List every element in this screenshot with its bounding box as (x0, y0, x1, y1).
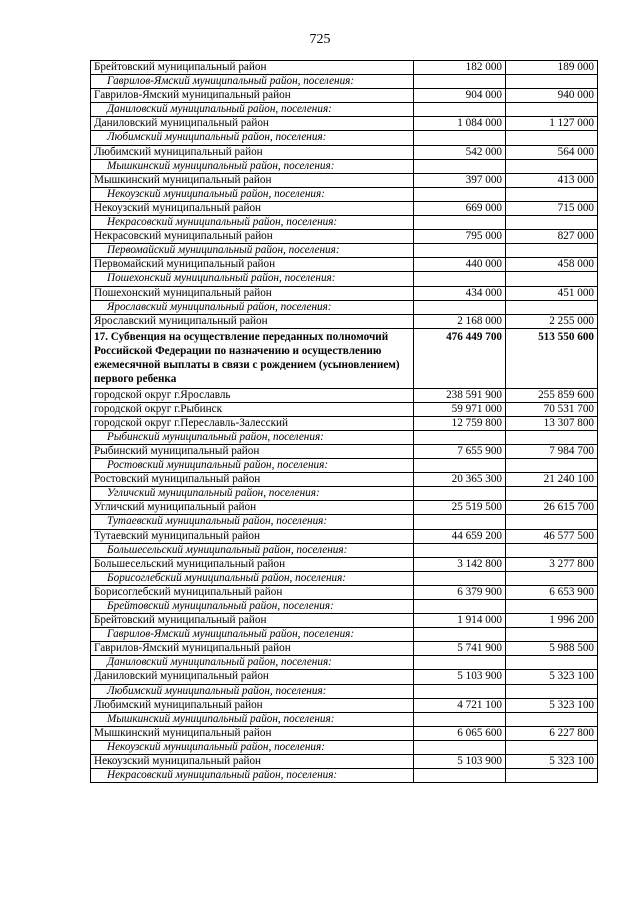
row-value-1-cell (414, 244, 506, 258)
table-subheader-row (91, 769, 598, 783)
row-name-cell: Первомайский муниципальный район, поселения: (91, 244, 414, 258)
row-value-2-cell (506, 103, 598, 117)
row-value-1-cell (414, 515, 506, 529)
row-value-2-cell: 5 323 100 (506, 698, 598, 712)
row-value-1-cell (414, 628, 506, 642)
row-value-1-cell: 25 519 500 (414, 501, 506, 515)
row-value-1-cell: 6 379 900 (414, 585, 506, 599)
row-name-cell: Ярославский муниципальный район, поселения: (91, 300, 414, 314)
table-subheader-row (91, 459, 598, 473)
row-value-1-cell: 5 103 900 (414, 670, 506, 684)
row-name-cell: Даниловский муниципальный район, поселения: (91, 656, 414, 670)
row-name-cell: Некрасовский муниципальный район, поселения: (91, 216, 414, 230)
table-row (91, 726, 598, 740)
row-value-1-cell (414, 103, 506, 117)
table-row (91, 501, 598, 515)
row-value-2-cell: 413 000 (506, 173, 598, 187)
table-subheader-row (91, 75, 598, 89)
table-subheader-row (91, 628, 598, 642)
table-row (91, 258, 598, 272)
row-value-1-cell: 434 000 (414, 286, 506, 300)
table-subheader-row (91, 515, 598, 529)
table-row (91, 314, 598, 328)
row-name-cell: Большесельский муниципальный район, поселения: (91, 543, 414, 557)
row-value-2-cell: 451 000 (506, 286, 598, 300)
row-value-2-cell (506, 515, 598, 529)
row-value-2-cell (506, 244, 598, 258)
row-name-cell: Мышкинский муниципальный район, поселения: (91, 159, 414, 173)
row-name-cell: Борисоглебский муниципальный район (91, 585, 414, 599)
row-value-1-cell (414, 430, 506, 444)
row-name-cell: Тутаевский муниципальный район (91, 529, 414, 543)
table-subheader-row (91, 244, 598, 258)
table-row (91, 89, 598, 103)
row-value-2-cell (506, 656, 598, 670)
table-row (91, 755, 598, 769)
table-subheader-row (91, 430, 598, 444)
row-value-1-cell (414, 75, 506, 89)
row-name-cell: Рыбинский муниципальный район (91, 444, 414, 458)
row-value-1-cell (414, 600, 506, 614)
row-value-2-cell (506, 75, 598, 89)
table-row (91, 145, 598, 159)
row-value-2-cell (506, 487, 598, 501)
row-name-cell: городской округ г.Рыбинск (91, 402, 414, 416)
row-value-2-cell: 255 859 600 (506, 388, 598, 402)
table-subheader-row (91, 571, 598, 585)
row-name-cell: Брейтовский муниципальный район, поселения: (91, 600, 414, 614)
table-subheader-row (91, 103, 598, 117)
row-name-cell: Брейтовский муниципальный район (91, 614, 414, 628)
table-row (91, 61, 598, 75)
row-value-1-cell (414, 187, 506, 201)
table-row (91, 201, 598, 215)
row-value-1-cell (414, 543, 506, 557)
row-value-1-cell (414, 684, 506, 698)
row-value-1-cell: 669 000 (414, 201, 506, 215)
row-value-1-cell (414, 459, 506, 473)
row-value-2-cell: 7 984 700 (506, 444, 598, 458)
table-subheader-row (91, 740, 598, 754)
row-value-1-cell: 1 084 000 (414, 117, 506, 131)
row-name-cell: Мышкинский муниципальный район, поселения: (91, 712, 414, 726)
row-name-cell: Брейтовский муниципальный район (91, 61, 414, 75)
row-value-2-cell (506, 187, 598, 201)
row-value-1-cell: 238 591 900 (414, 388, 506, 402)
table-subheader-row (91, 272, 598, 286)
row-name-cell: городской округ г.Ярославль (91, 388, 414, 402)
row-name-cell: Даниловский муниципальный район (91, 117, 414, 131)
row-name-cell: Тутаевский муниципальный район, поселения: (91, 515, 414, 529)
row-value-2-cell: 2 255 000 (506, 314, 598, 328)
row-name-cell: Некоузский муниципальный район, поселения: (91, 740, 414, 754)
row-value-2-cell: 46 577 500 (506, 529, 598, 543)
row-value-2-cell: 827 000 (506, 230, 598, 244)
table-row (91, 416, 598, 430)
row-value-1-cell (414, 656, 506, 670)
row-name-cell: Мышкинский муниципальный район (91, 173, 414, 187)
row-value-1-cell: 5 741 900 (414, 642, 506, 656)
row-name-cell: Даниловский муниципальный район, поселения: (91, 103, 414, 117)
page-number: 725 (309, 32, 331, 47)
row-value-2-cell (506, 300, 598, 314)
row-value-2-cell: 26 615 700 (506, 501, 598, 515)
row-value-2-cell (506, 216, 598, 230)
row-value-2-cell: 3 277 800 (506, 557, 598, 571)
row-name-cell: Гаврилов-Ямский муниципальный район (91, 642, 414, 656)
table-subheader-row (91, 216, 598, 230)
row-name-cell: Некоузский муниципальный район, поселения: (91, 187, 414, 201)
row-name-cell: Даниловский муниципальный район (91, 670, 414, 684)
table-subheader-row (91, 684, 598, 698)
row-value-2-cell (506, 684, 598, 698)
row-value-2-cell: 189 000 (506, 61, 598, 75)
row-value-1-cell: 542 000 (414, 145, 506, 159)
row-value-1-cell: 440 000 (414, 258, 506, 272)
row-name-cell: Рыбинский муниципальный район, поселения: (91, 430, 414, 444)
row-name-cell: Пошехонский муниципальный район, поселения: (91, 272, 414, 286)
table-subheader-row (91, 300, 598, 314)
row-value-1-cell: 2 168 000 (414, 314, 506, 328)
table-section-header-row (91, 328, 598, 388)
table-row (91, 670, 598, 684)
row-value-1-cell: 476 449 700 (414, 328, 506, 388)
row-value-2-cell (506, 712, 598, 726)
row-value-1-cell: 4 721 100 (414, 698, 506, 712)
row-value-1-cell: 6 065 600 (414, 726, 506, 740)
row-name-cell: Любимский муниципальный район, поселения: (91, 684, 414, 698)
row-value-2-cell (506, 571, 598, 585)
row-value-2-cell (506, 272, 598, 286)
row-value-1-cell (414, 131, 506, 145)
row-value-2-cell: 458 000 (506, 258, 598, 272)
row-name-cell: Гаврилов-Ямский муниципальный район, поселения: (91, 75, 414, 89)
row-name-cell: Угличский муниципальный район (91, 501, 414, 515)
row-name-cell: Гаврилов-Ямский муниципальный район (91, 89, 414, 103)
row-name-cell: 17. Субвенция на осуществление переданных полномочий Российской Федерации по назначению и осуществлению ежемесячной выплаты в связи с рождением (усыновлением) первого ребенка (91, 328, 414, 388)
row-value-2-cell: 5 323 100 (506, 755, 598, 769)
row-name-cell: Ростовский муниципальный район, поселения: (91, 459, 414, 473)
row-value-2-cell: 564 000 (506, 145, 598, 159)
row-value-2-cell: 513 550 600 (506, 328, 598, 388)
row-value-2-cell: 5 323 100 (506, 670, 598, 684)
table-row (91, 698, 598, 712)
row-name-cell: Любимский муниципальный район, поселения: (91, 131, 414, 145)
row-value-1-cell (414, 487, 506, 501)
table-row (91, 444, 598, 458)
row-name-cell: Некрасовский муниципальный район, поселения: (91, 769, 414, 783)
row-value-2-cell: 13 307 800 (506, 416, 598, 430)
row-name-cell: Некоузский муниципальный район (91, 201, 414, 215)
table-row (91, 117, 598, 131)
row-value-2-cell (506, 430, 598, 444)
row-name-cell: Некоузский муниципальный район (91, 755, 414, 769)
table-row (91, 642, 598, 656)
table-subheader-row (91, 159, 598, 173)
row-value-2-cell (506, 159, 598, 173)
row-name-cell: Любимский муниципальный район (91, 145, 414, 159)
row-value-2-cell: 6 227 800 (506, 726, 598, 740)
row-value-2-cell (506, 740, 598, 754)
row-name-cell: Некрасовский муниципальный район (91, 230, 414, 244)
row-value-1-cell: 7 655 900 (414, 444, 506, 458)
row-value-2-cell: 940 000 (506, 89, 598, 103)
row-value-1-cell: 59 971 000 (414, 402, 506, 416)
table-subheader-row (91, 187, 598, 201)
row-value-1-cell: 182 000 (414, 61, 506, 75)
row-value-2-cell (506, 600, 598, 614)
row-value-2-cell (506, 769, 598, 783)
row-value-1-cell (414, 740, 506, 754)
table-row (91, 402, 598, 416)
table-row (91, 230, 598, 244)
table-subheader-row (91, 131, 598, 145)
row-value-2-cell (506, 131, 598, 145)
row-value-1-cell (414, 300, 506, 314)
row-value-2-cell (506, 628, 598, 642)
table-row (91, 388, 598, 402)
row-value-1-cell: 44 659 200 (414, 529, 506, 543)
table-subheader-row (91, 487, 598, 501)
row-name-cell: Борисоглебский муниципальный район, поселения: (91, 571, 414, 585)
row-value-2-cell: 1 996 200 (506, 614, 598, 628)
table-subheader-row (91, 712, 598, 726)
row-value-1-cell (414, 712, 506, 726)
row-name-cell: Пошехонский муниципальный район (91, 286, 414, 300)
row-name-cell: Ярославский муниципальный район (91, 314, 414, 328)
row-value-1-cell (414, 216, 506, 230)
table-row (91, 173, 598, 187)
row-value-2-cell: 6 653 900 (506, 585, 598, 599)
row-value-1-cell (414, 769, 506, 783)
table-row (91, 473, 598, 487)
row-value-1-cell: 5 103 900 (414, 755, 506, 769)
table-row (91, 557, 598, 571)
row-value-2-cell (506, 543, 598, 557)
row-value-2-cell (506, 459, 598, 473)
table-row (91, 614, 598, 628)
row-value-1-cell (414, 159, 506, 173)
row-value-1-cell: 12 759 800 (414, 416, 506, 430)
table-subheader-row (91, 543, 598, 557)
table-row (91, 286, 598, 300)
row-value-2-cell: 715 000 (506, 201, 598, 215)
row-name-cell: Мышкинский муниципальный район (91, 726, 414, 740)
table-subheader-row (91, 600, 598, 614)
row-value-2-cell: 1 127 000 (506, 117, 598, 131)
row-name-cell: Любимский муниципальный район (91, 698, 414, 712)
row-value-1-cell: 20 365 300 (414, 473, 506, 487)
row-name-cell: Первомайский муниципальный район (91, 258, 414, 272)
table-row (91, 529, 598, 543)
row-value-1-cell: 1 914 000 (414, 614, 506, 628)
row-name-cell: Ростовский муниципальный район (91, 473, 414, 487)
table-row (91, 585, 598, 599)
row-value-1-cell: 3 142 800 (414, 557, 506, 571)
row-name-cell: Угличский муниципальный район, поселения: (91, 487, 414, 501)
row-name-cell: Большесельский муниципальный район (91, 557, 414, 571)
row-value-1-cell (414, 272, 506, 286)
row-value-1-cell: 795 000 (414, 230, 506, 244)
row-value-2-cell: 5 988 500 (506, 642, 598, 656)
row-value-1-cell (414, 571, 506, 585)
row-name-cell: городской округ г.Переславль-Залесский (91, 416, 414, 430)
row-value-2-cell: 21 240 100 (506, 473, 598, 487)
row-value-1-cell: 397 000 (414, 173, 506, 187)
row-value-1-cell: 904 000 (414, 89, 506, 103)
row-value-2-cell: 70 531 700 (506, 402, 598, 416)
table-subheader-row (91, 656, 598, 670)
budget-table (90, 60, 598, 783)
row-name-cell: Гаврилов-Ямский муниципальный район, поселения: (91, 628, 414, 642)
